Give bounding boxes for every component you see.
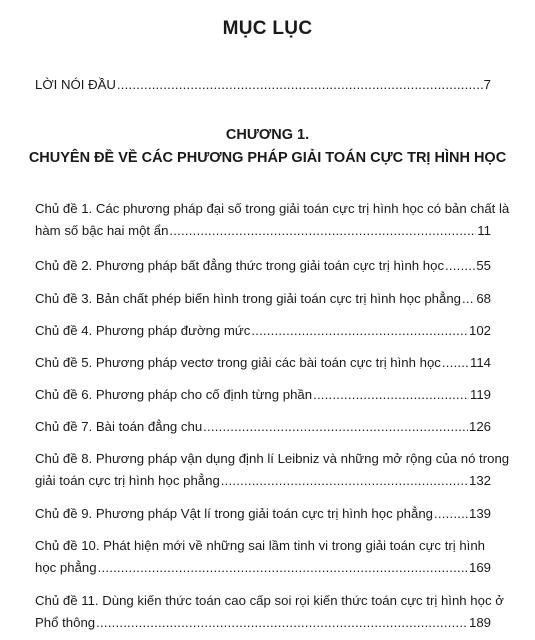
toc-entry-page: 102 [468,323,491,338]
dot-leader [434,503,468,525]
toc-entry-10[interactable] [35,535,491,579]
toc-entry-label: Chủ đề 5. Phương pháp vectơ trong giải các bài toán cực trị hình học [35,355,441,370]
toc-entry-11[interactable] [35,590,504,634]
toc-entry-label: Chủ đề 1. Các phương pháp đại số trong giải toán cực trị hình học có bản chất là [35,201,510,216]
toc-entry-page: 169 [468,560,491,575]
toc-entry-3[interactable] [35,288,491,310]
toc-entry-6[interactable] [35,384,491,406]
toc-entry-label: Chủ đề 9. Phương pháp Vật lí trong giải toán cực trị hình học phẳng [35,506,434,521]
toc-entry-4[interactable] [35,320,491,342]
toc-entry-page: 132 [468,473,491,488]
toc-entry-label-cont: Phổ thông [35,615,96,630]
toc-entry-page: 68 [476,291,491,306]
toc-entry-8[interactable] [35,448,510,492]
toc-entry-2[interactable] [35,255,491,277]
dot-leader [96,612,468,634]
toc-entry-1[interactable] [35,198,510,242]
dot-leader [221,470,468,492]
toc-entry-page: 114 [469,355,491,370]
toc-entry-label-cont: học phẳng [35,560,97,575]
toc-entry-page: 7 [483,77,491,92]
dot-leader [117,74,483,96]
toc-entry-page: 139 [468,506,491,521]
toc-entry-5[interactable] [35,352,491,374]
toc-entry-label: Chủ đề 2. Phương pháp bất đẳng thức trong giải toán cực trị hình học [35,258,445,273]
dot-leader [251,320,468,342]
toc-entry-label: Chủ đề 11. Dùng kiến thức toán cao cấp soi rọi kiến thức toán cực trị hình học ở [35,593,504,608]
chapter-title: CHUYÊN ĐỀ VỀ CÁC PHƯƠNG PHÁP GIẢI TOÁN CỰC TRỊ HÌNH HỌC [28,150,507,166]
toc-entry-preface[interactable] [35,74,491,96]
toc-entry-label: Chủ đề 4. Phương pháp đường mức [35,323,251,338]
toc-entry-label: Chủ đề 10. Phát hiện mới về những sai lầm tinh vi trong giải toán cực trị hình [35,538,486,553]
dot-leader [445,255,475,277]
toc-entry-label-cont: giải toán cực trị hình học phẳng [35,473,220,488]
toc-title: MỤC LỤC [222,18,313,39]
dot-leader [462,288,475,310]
toc-entry-page: 126 [468,419,491,434]
toc-entry-label: Chủ đề 8. Phương pháp vận dụng định lí Leibniz và những mở rộng của nó trong [35,451,510,466]
dot-leader [169,220,476,242]
toc-entry-label: Chủ đề 7. Bài toán đẳng chu [35,419,203,434]
toc-entry-page: 189 [468,615,491,630]
toc-entry-page: 55 [476,258,491,273]
dot-leader [98,557,468,579]
toc-entry-9[interactable] [35,503,491,525]
toc-entry-page: 119 [469,387,491,402]
toc-entry-label-cont: hàm số bậc hai một ẩn [35,223,169,238]
toc-entry-label: Chủ đề 6. Phương pháp cho cố định từng phần [35,387,313,402]
toc-entry-label: Chủ đề 3. Bản chất phép biến hình trong giải toán cực trị hình học phẳng [35,291,461,306]
dot-leader [313,384,469,406]
chapter-number: CHƯƠNG 1. [225,127,310,143]
dot-leader [203,416,468,438]
toc-entry-page: 11 [477,223,491,238]
dot-leader [442,352,469,374]
toc-entry-7[interactable] [35,416,491,438]
toc-entry-label: LỜI NÓI ĐẦU [35,77,116,92]
